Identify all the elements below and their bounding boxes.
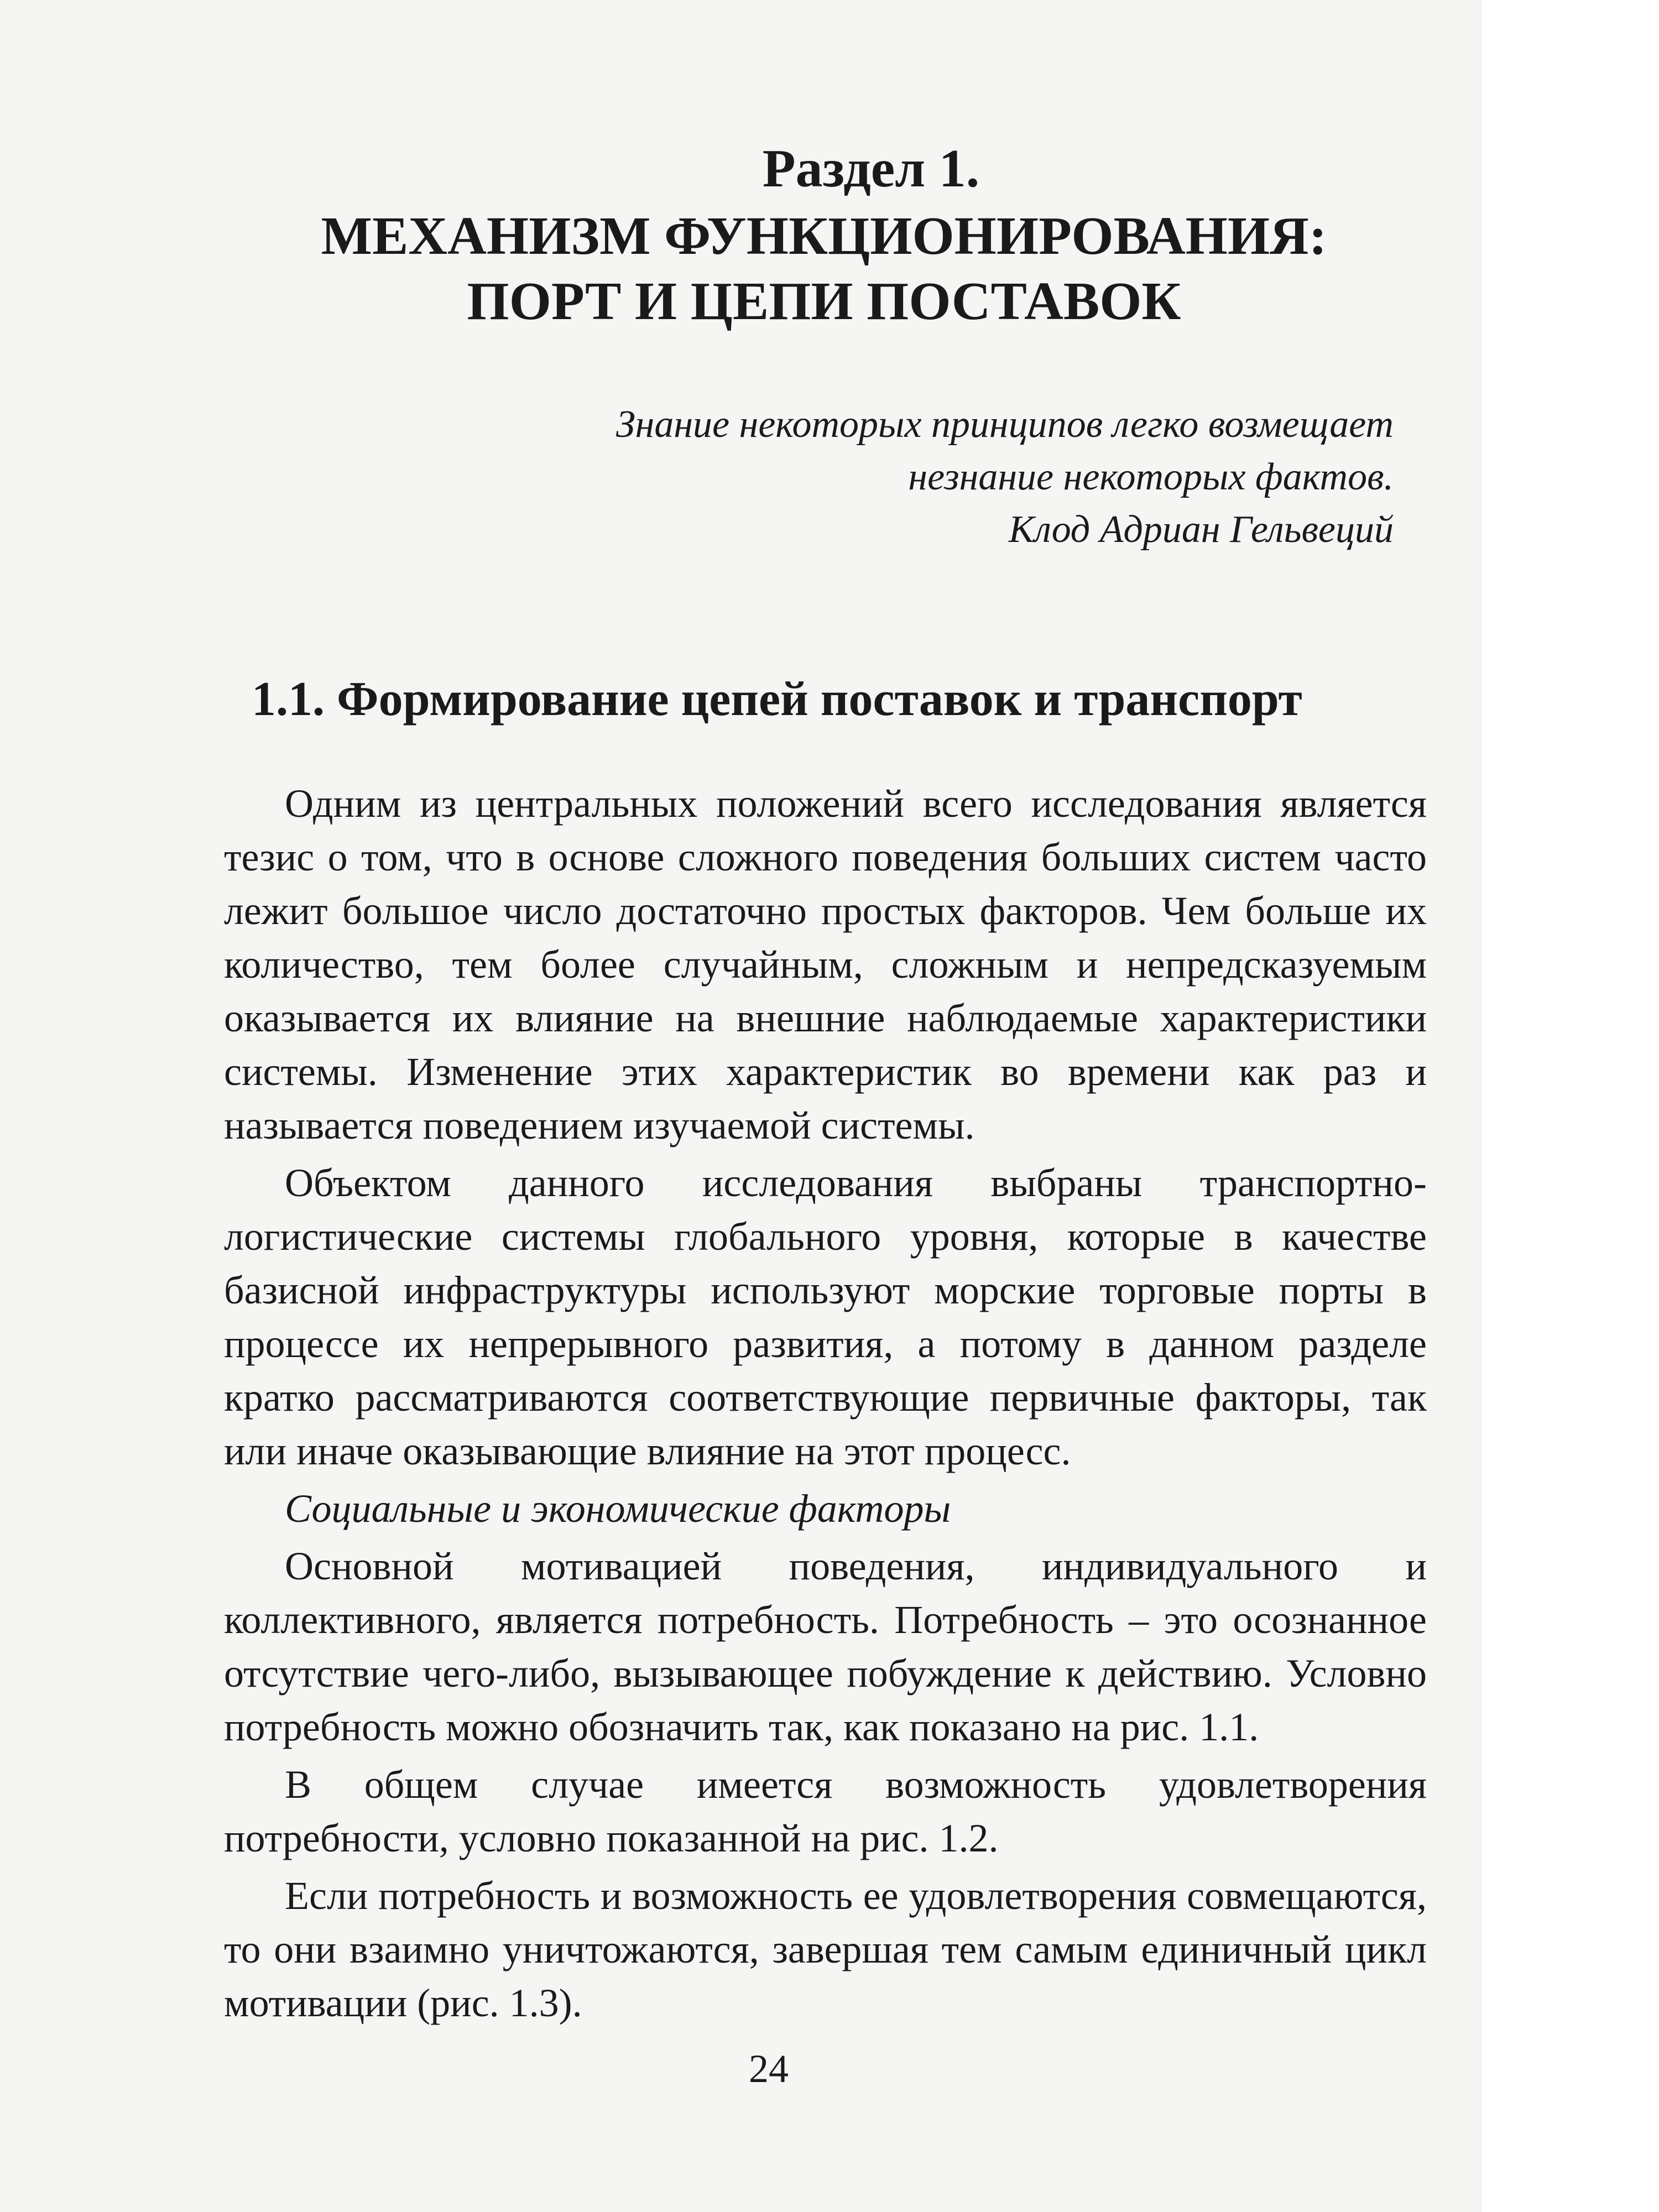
subsection-title: 1.1. Формирование цепей поставок и транспорт (252, 672, 1302, 726)
background-margin (1482, 0, 1659, 2212)
page-number: 24 (749, 2047, 789, 2091)
italic-subheading: Социальные и экономические факторы (285, 1486, 951, 1531)
section-title-line-1: МЕХАНИЗМ ФУНКЦИОНИРОВАНИЯ: (321, 206, 1327, 266)
epigraph-line-1: Знание некоторых принципов легко возмещает (615, 403, 1394, 446)
section-title-line-2: ПОРТ И ЦЕПИ ПОСТАВОК (467, 272, 1181, 331)
paragraph: В общем случае имеется возможность удовлетворения потребности, условно показанной на рис. 1.2. (224, 1762, 1427, 1860)
section-header (221, 138, 1427, 334)
paragraph: Объектом данного исследования выбраны транспортно-логистические системы глобального уровня, которые в качестве базисной инфраструктуры используют морские торговые порты в процессе их непрерывного развития, а потому в данном разделе кратко рассматриваются соответствующие первичные факторы, так или иначе оказывающие влияние на этот процесс. (224, 1161, 1427, 1473)
section-title (221, 204, 1427, 334)
paragraph: Если потребность и возможность ее удовлетворения совмещаются, то они взаимно уничтожаются, завершая тем самым единичный цикл мотивации (рис. 1.3). (224, 1874, 1427, 2025)
body-text (224, 777, 1427, 2034)
section-label: Раздел 1. (762, 139, 980, 199)
paragraph: Одним из центральных положений всего исследования является тезис о том, что в основе сложного поведения больших систем часто лежит большое число достаточно простых факторов. Чем больше их количество, тем более случайным, сложным и непредсказуемым оказывается их влияние на внешние наблюдаемые характеристики системы. Изменение этих характеристик во времени как раз и называется поведением изучаемой системы. (224, 781, 1427, 1147)
epigraph (232, 398, 1394, 556)
paragraph: Основной мотивацией поведения, индивидуального и коллективного, является потребность. Потребность – это осознанное отсутствие чего-либо, вызывающее побуждение к действию. Условно потребность можно обозначить так, как показано на рис. 1.1. (224, 1544, 1427, 1749)
epigraph-author: Клод Адриан Гельвеций (1008, 508, 1394, 551)
epigraph-line-2: незнание некоторых фактов. (908, 456, 1394, 498)
